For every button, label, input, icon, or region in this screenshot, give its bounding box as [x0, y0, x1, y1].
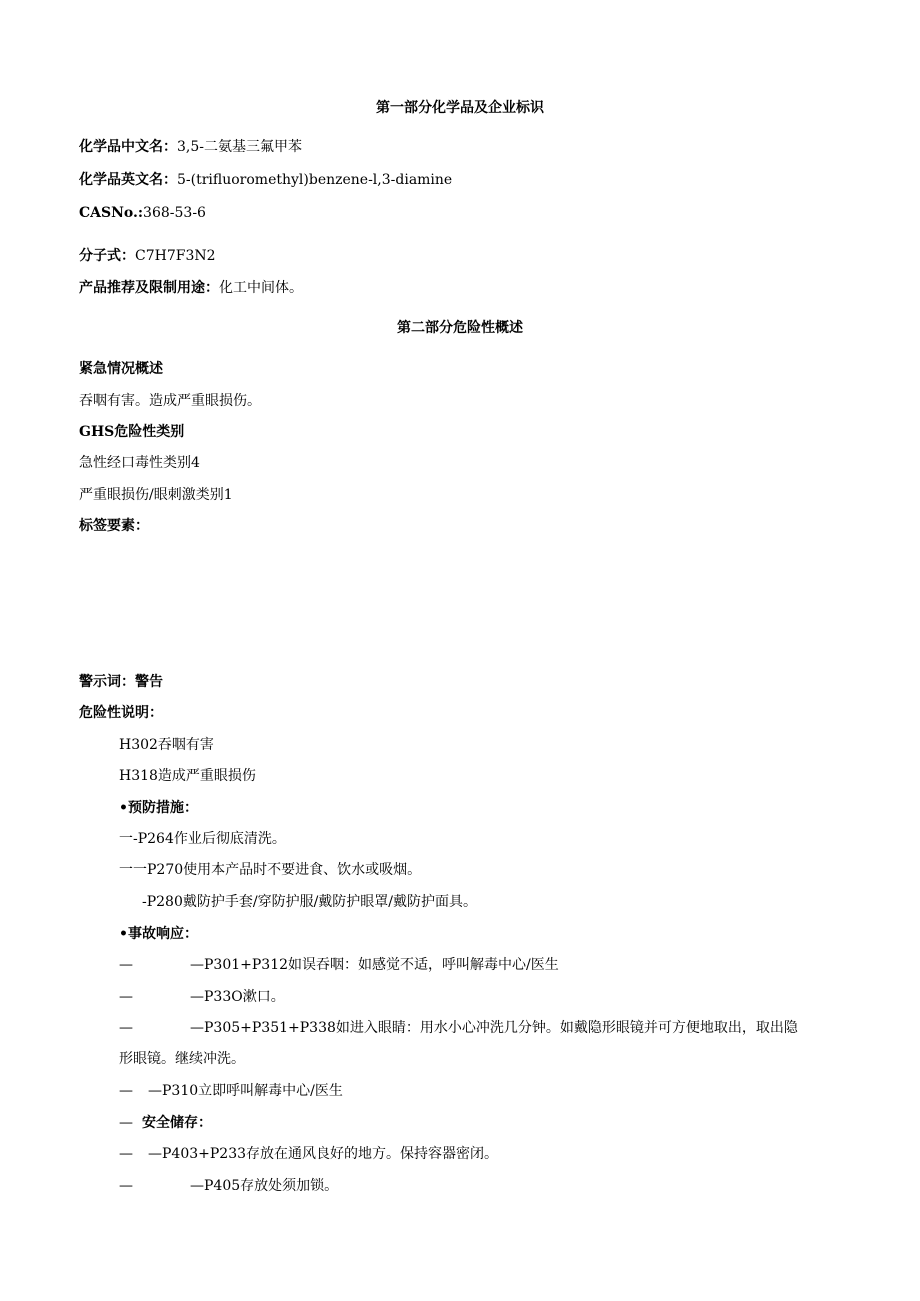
response-item: —P33O漱口。 — [190, 989, 285, 1005]
response-prefix: — — [119, 1020, 133, 1036]
prevention-item — [119, 860, 421, 880]
response-item-continuation: 形眼镜。继续冲洗。 — [119, 1051, 245, 1067]
cas-label: CASNo.: — [79, 205, 144, 221]
part1-heading: 第一部分化学品及企业标识 — [376, 100, 544, 116]
response-item: —P305+P351+P338如进入眼睛：用水小心冲洗几分钟。如戴隐形眼镜并可方便地取出，取出隐 — [190, 1020, 798, 1036]
cas-value: 368-53-6 — [143, 205, 206, 221]
formula-label: 分子式： — [79, 248, 135, 264]
prevention-text: -P280戴防护手套/穿防护服/戴防护眼罩/戴防护面具。 — [142, 894, 478, 910]
label-elements: 标签要素： — [79, 518, 149, 534]
storage-prefix: — — [119, 1178, 133, 1194]
storage-item: —P405存放处须加锁。 — [190, 1178, 339, 1194]
storage-item: —P403+P233存放在通风良好的地方。保持容器密闭。 — [148, 1146, 499, 1162]
formula-row — [79, 246, 216, 266]
prevention-prefix: 一- — [119, 831, 138, 847]
response-prefix: — — [119, 1083, 133, 1099]
ghs-item: 严重眼损伤/眼刺激类别1 — [79, 487, 233, 503]
cn-name-value: 3,5-二氨基三氟甲苯 — [177, 139, 302, 155]
storage-prefix: — — [119, 1115, 133, 1131]
hazard-item: H302吞咽有害 — [119, 737, 214, 753]
prevention-text: P264作业后彻底清洗。 — [137, 831, 286, 847]
prevention-item — [119, 829, 286, 849]
use-label: 产品推荐及限制用途： — [79, 280, 219, 296]
use-row — [79, 278, 303, 298]
response-prefix: — — [119, 957, 133, 973]
signal-word: 警示词：警告 — [79, 674, 163, 690]
en-name-value: 5-(trifluoromethyl)benzene-l,3-diamine — [177, 172, 453, 188]
response-prefix: — — [119, 989, 133, 1005]
prevention-label: •预防措施： — [119, 800, 198, 816]
cn-name-row — [79, 137, 302, 157]
en-name-label: 化学品英文名： — [79, 172, 177, 188]
hazard-item: H318造成严重眼损伤 — [119, 768, 256, 784]
ghs-label: GHS危险性类别 — [79, 424, 185, 440]
response-item: —P301+P312如误吞咽：如感觉不适，呼叫解毒中心/医生 — [190, 957, 559, 973]
prevention-item — [142, 892, 477, 912]
response-label: •事故响应： — [119, 926, 198, 942]
hazard-label: 危险性说明： — [79, 705, 163, 721]
prevention-text: P270使用本产品时不要进食、饮水或吸烟。 — [147, 862, 422, 878]
emergency-label: 紧急情况概述 — [79, 361, 163, 377]
formula-value: C7H7F3N2 — [135, 248, 216, 264]
en-name-row — [79, 170, 452, 190]
storage-label: 安全储存： — [142, 1115, 212, 1131]
emergency-text: 吞咽有害。造成严重眼损伤。 — [79, 393, 261, 409]
cn-name-label: 化学品中文名： — [79, 139, 177, 155]
use-value: 化工中间体。 — [219, 280, 303, 296]
prevention-prefix: 一一 — [119, 862, 147, 878]
response-item: —P310立即呼叫解毒中心/医生 — [148, 1083, 343, 1099]
storage-prefix: — — [119, 1146, 133, 1162]
cas-row — [79, 203, 206, 223]
part2-heading: 第二部分危险性概述 — [397, 320, 523, 336]
ghs-item: 急性经口毒性类别4 — [79, 455, 200, 471]
